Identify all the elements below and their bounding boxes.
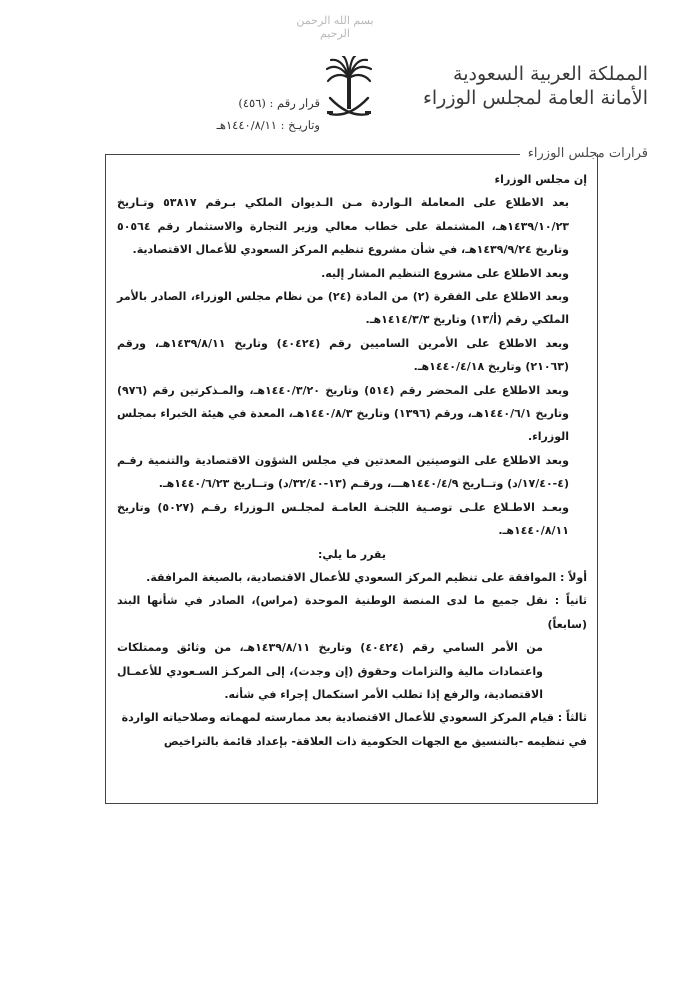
item-2-first-line: ثانياً : نقل جميع ما لدى المنصة الوطنية الموحدة (مراس)، الصادر في شأنها البند (سابعاً) — [117, 594, 587, 631]
decision-info — [170, 92, 320, 136]
item-1: أولاً : الموافقة على تنظيم المركز السعودي للأعمال الاقتصادية، بالصيغة المرافقة. — [146, 570, 587, 584]
item-3-continuation: في تنظيمه -بالتنسيق مع الجهات الحكومية ذات العلاقة- بإعداد قائمة بالتراخيص — [163, 734, 587, 748]
paragraph-7: وبعـد الاطـلاع علـى توصـية اللجنـة العامـة لمجلـس الـوزراء رقـم (٥٠٢٧) وتاريخ ١٤٤٠/٨/١١هـ. — [117, 500, 569, 538]
opening-line: إن مجلس الوزراء — [494, 173, 587, 186]
paragraph-2: وبعد الاطلاع على مشروع التنظيم المشار إليه. — [321, 266, 569, 280]
paragraph-5: وبعد الاطلاع على المحضر رقم (٥١٤) وتاريخ ١٤٤٠/٣/٢٠هـ، والمـذكرتين رقم (٩٧٦) وتاريخ ١٤٤٠/٦/١هـ، ورقم (١٣٩٦) وتاريخ ١٤٤٠/٨/٣هـ، المعدة في هيئة الخبراء بمجلس الوزراء. — [117, 383, 569, 444]
paragraph-3: وبعد الاطلاع على الفقرة (٢) من المادة (٢٤) من نظام مجلس الوزراء، الصادر بالأمر الملكي رقم (أ/١٣) وتاريخ ١٤١٤/٣/٣هـ. — [117, 290, 569, 327]
letterhead — [422, 62, 648, 110]
banner-label: قرارات مجلس الوزراء — [527, 146, 648, 161]
decision-body — [117, 168, 587, 753]
paragraph-1: بعد الاطلاع على المعاملة الـواردة مـن الـديوان الملكي بـرقم ٥٣٨١٧ وتـاريخ ١٤٣٩/١٠/٢٣هـ، المشتملة على خطاب معالي وزير التجارة والاستثمار رقم ٥٠٥٦٤ وتاريخ ١٤٣٩/٩/٢٤هـ، في شأن مشروع تنظيم المركز السعودي للأعمال الاقتصادية. — [117, 196, 570, 257]
paragraph-4: وبعد الاطلاع على الأمرين الساميين رقم (٤٠٤٢٤) وتاريخ ١٤٣٩/٨/١١هـ، ورقم (٢١٠٦٣) وتاريخ ١٤٤٠/٤/١٨هـ. — [117, 336, 569, 374]
palm-and-swords-emblem-icon — [324, 56, 374, 122]
item-2-continuation: من الأمر السامي رقم (٤٠٤٢٤) وتاريخ ١٤٣٩/٨/١١هـ، من وثائق وممتلكات واعتمادات مالية والتزامات وحقوق (إن وجدت)، إلى المركـز السـعودي للأعمـال الاقتصادية، والرفع إذا تطلب الأمر استكمال إجراء في شأنه. — [117, 641, 543, 701]
basmala: بسم الله الرحمن الرحيم — [296, 14, 374, 40]
kingdom-title: المملكة العربية السعودية — [453, 63, 648, 85]
decides-heading: يقرر ما يلي: — [318, 547, 386, 561]
secretariat-title: الأمانة العامة لمجلس الوزراء — [422, 87, 648, 109]
item-3-first-line: ثالثاً : قيام المركز السعودي للأعمال الاقتصادية بعد ممارسته لمهماته وصلاحياته الواردة — [121, 711, 587, 725]
decision-date: وتاريـخ : ١٤٤٠/٨/١١هـ — [216, 118, 320, 132]
decision-number: قرار رقم : (٤٥٦) — [238, 96, 320, 110]
paragraph-6: وبعد الاطلاع على التوصيتين المعدتين في مجلس الشؤون الاقتصادية والتنمية رقـم (٤-١٧/٤٠/د) وتــاريخ ١٤٤٠/٤/٩هـــ، ورقـم (١٣-٣٢/٤٠/د) وتــاريخ ١٤٤٠/٦/٢٣هـ. — [117, 453, 569, 491]
